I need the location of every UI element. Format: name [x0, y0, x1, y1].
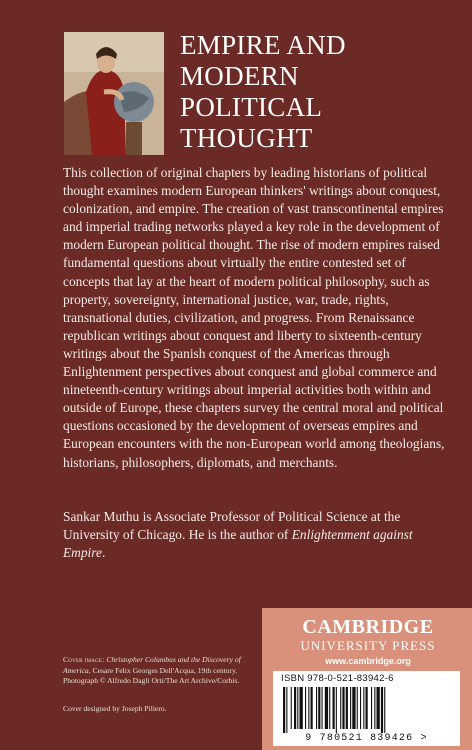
barcode-bar	[357, 687, 358, 729]
barcode-bar	[371, 687, 372, 729]
barcode-bar	[366, 687, 368, 729]
barcode-bar	[305, 687, 306, 729]
publisher-url: www.cambridge.org	[325, 656, 411, 666]
barcode-bar	[346, 687, 348, 729]
publisher-subtitle: UNIVERSITY PRESS	[300, 638, 436, 653]
author-bio-text: Sankar Muthu is Associate Professor of Political Science at the University of Chicago. He is the author of	[63, 509, 401, 543]
barcode-bar	[286, 687, 287, 733]
barcode-box	[273, 671, 460, 746]
cover-painting	[64, 32, 164, 155]
cover-credit-work: Christopher Columbus and the Discovery of America	[63, 655, 241, 675]
barcode-bar	[300, 687, 303, 729]
barcode-bar	[381, 687, 383, 733]
title-line-4: THOUGHT	[180, 123, 313, 153]
title-line-3: POLITICAL	[180, 92, 323, 122]
title-line-2: MODERN	[180, 61, 299, 91]
cover-designer: Cover designed by Joseph Piliero.	[63, 704, 167, 713]
barcode-bar	[329, 687, 330, 729]
barcode-bar	[333, 687, 335, 729]
barcode-bar	[360, 687, 361, 729]
barcode-bar	[322, 687, 323, 729]
author-bio	[63, 508, 451, 562]
cover-credit	[63, 655, 263, 687]
barcode-bar	[350, 687, 351, 729]
blurb-text: This collection of original chapters by leading historians of political thought examines modern European thinkers' writings about conquest, colonization, and empire. The creation of vast transcontinental empires and imperial trading networks played a key role in the development of modern European political thought. The rise of modern empires raised fundamental questions about virtually the entire contested set of concepts that lay at the heart of modern political philosophy, such as property, sovereignty, international justice, war, trade, rights, transnational duties, civilization, and progress. From Renaissance republican writings about conquest and liberty to sixteenth-century writings about the Spanish conquest of the Americas through Enlightenment perspectives about conquest and global commerce and nineteenth-century writings about imperial activities both within and outside of Europe, these chapters survey the central moral and political questions occasioned by the development of overseas empires and European encounters with the non-European world among theologians, historians, philosophers, diplomats, and merchants.	[63, 165, 445, 470]
barcode-bar	[297, 687, 298, 729]
barcode-bar	[342, 687, 344, 729]
book-title	[180, 30, 450, 154]
barcode-bar	[336, 687, 337, 733]
barcode-bar	[316, 687, 317, 729]
barcode-bar	[325, 687, 328, 729]
barcode-bar	[308, 687, 309, 729]
barcode	[281, 687, 452, 733]
publisher-panel	[262, 608, 472, 750]
barcode-bar	[283, 687, 285, 733]
barcode-bar	[377, 687, 380, 729]
publisher-name: CAMBRIDGE	[302, 616, 434, 638]
barcode-bar	[363, 687, 364, 729]
title-line-1: EMPIRE AND	[180, 30, 346, 60]
barcode-bar	[384, 687, 385, 733]
barcode-bar	[374, 687, 375, 729]
columbus-globe-painting	[64, 32, 164, 155]
barcode-bar	[340, 687, 341, 729]
cover-credit-label: Cover image:	[63, 655, 105, 664]
barcode-bar	[294, 687, 296, 729]
isbn-label: ISBN 978-0-521-83942-6	[281, 673, 394, 684]
barcode-bar	[291, 687, 292, 729]
barcode-bar	[352, 687, 355, 729]
author-bio-end: .	[101, 545, 106, 561]
barcode-digits: 9 780521 839426 >	[305, 733, 428, 744]
cover-credit-details: , Cesare Felix Georges Dell'Acqua, 19th century. Photograph © Alfredo Dagli Orti/The Art Archive/Corbis.	[63, 665, 240, 686]
barcode-bar	[318, 687, 320, 729]
author-book-title: Enlightenment against Empire	[63, 527, 413, 561]
barcode-bar	[311, 687, 313, 729]
